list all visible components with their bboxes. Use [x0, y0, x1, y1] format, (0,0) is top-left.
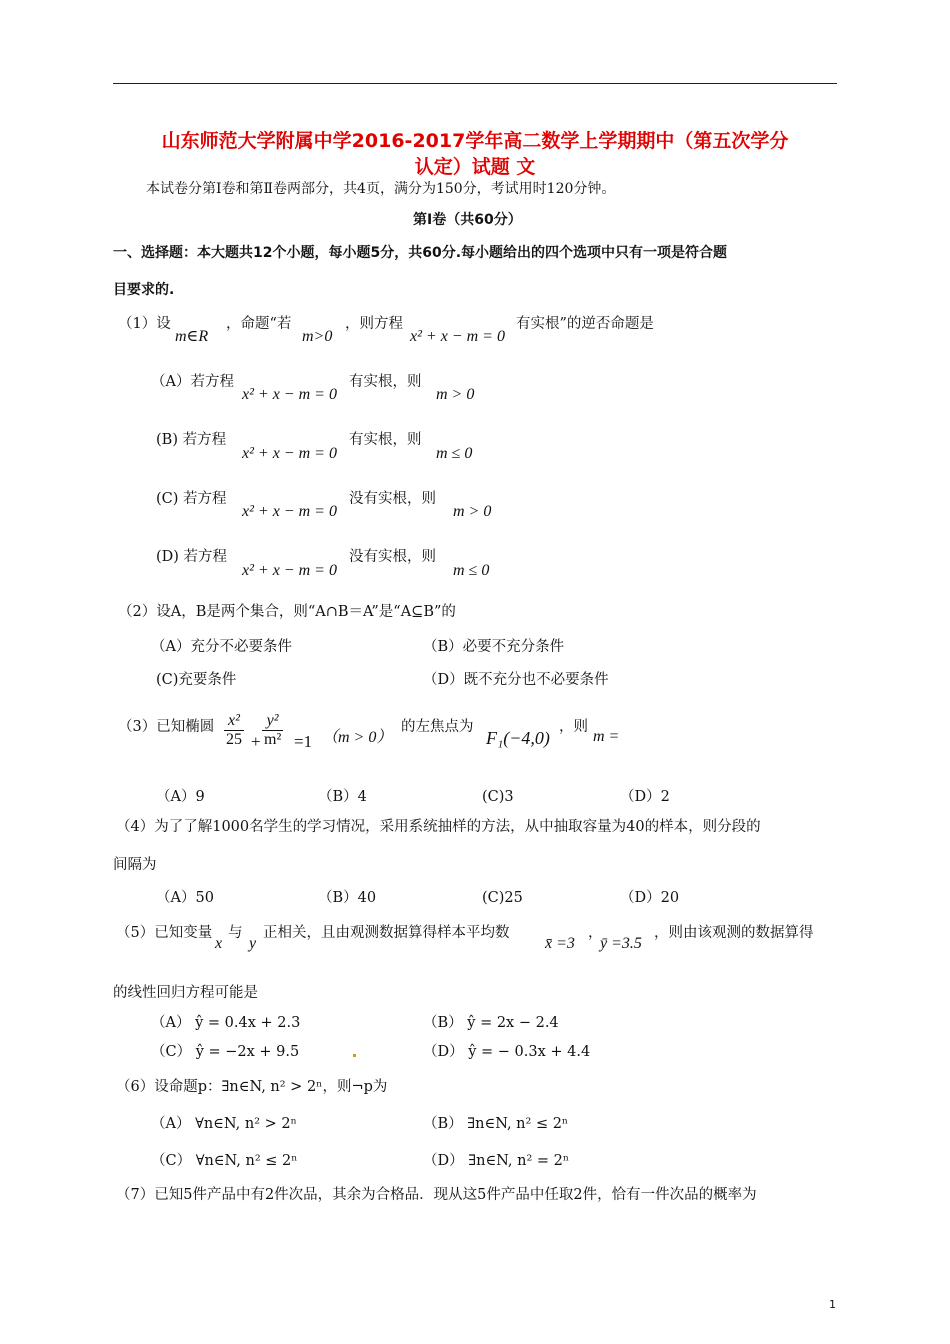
q6-option-c[interactable]: （C） ∀n∈N, n² ≤ 2ⁿ	[151, 1153, 298, 1169]
q1-option-a-label: （A）若方程	[151, 374, 234, 390]
part1-instructions-line1: 一、选择题：本大题共12个小题，每小题5分，共60分.每小题给出的四个选项中只有一项是符合题	[113, 245, 728, 261]
q5-text-a: （5）已知变量	[116, 925, 213, 941]
q4-line1: （4）为了了解1000名学生的学习情况，采用系统抽样的方法，从中抽取容量为40的样本，则分段的	[116, 819, 761, 835]
page-number: 1	[829, 1298, 836, 1311]
q3-frac1-den: 25	[226, 731, 242, 748]
q3-condition: （m > 0）	[322, 729, 393, 746]
q1-option-a-mid: 有实根，则	[349, 374, 422, 390]
q1-option-d-eq: x² + x − m = 0	[242, 562, 337, 579]
q3-fraction-x	[224, 712, 244, 749]
q1-option-b-mid: 有实根，则	[349, 432, 422, 448]
q1-equation: x² + x − m = 0	[410, 328, 505, 345]
q3-mid-text: 的左焦点为	[401, 719, 474, 735]
q4-line2: 间隔为	[113, 857, 157, 873]
q4-option-a[interactable]: （A）50	[156, 890, 214, 906]
q5-text-c: 与	[228, 925, 243, 941]
q5-line2: 的线性回归方程可能是	[113, 985, 258, 1001]
q1-option-a-eq: x² + x − m = 0	[242, 386, 337, 403]
q5-text-f: ，则由该观测的数据算得	[654, 925, 814, 941]
q2-stem: （2）设A，B是两个集合，则“A∩B＝A”是“A⊆B”的	[118, 604, 456, 620]
q3-focus: F₁(−4,0)	[486, 728, 550, 748]
exam-title-line2: 认定）试题 文	[414, 156, 536, 178]
q6-option-b[interactable]: （B） ∃n∈N, n² ≤ 2ⁿ	[423, 1116, 569, 1132]
q2-option-d[interactable]: （D）既不充分也不必要条件	[423, 672, 609, 688]
q1-option-c-mid: 没有实根，则	[349, 491, 436, 507]
q5-xbar: x̄ =3	[545, 935, 575, 952]
q1-cond2: m>0	[302, 328, 333, 345]
q3-option-a[interactable]: （A）9	[156, 789, 205, 805]
q2-option-b[interactable]: （B）必要不充分条件	[423, 639, 565, 655]
q3-frac2-den: m²	[264, 731, 282, 748]
q6-stem: （6）设命题p：∃n∈N, n² > 2ⁿ，则¬p为	[116, 1079, 388, 1095]
q1-option-d-result: m ≤ 0	[453, 562, 490, 579]
q4-option-c[interactable]: (C)25	[482, 890, 523, 906]
q3-prefix: （3）已知椭圆	[118, 719, 215, 735]
q1-option-b-eq: x² + x − m = 0	[242, 445, 337, 462]
q5-ybar: ȳ =3.5	[600, 935, 642, 952]
q5-option-c[interactable]: （C） ŷ = −2x + 9.5	[151, 1044, 300, 1060]
q6-option-a[interactable]: （A） ∀n∈N, n² > 2ⁿ	[151, 1116, 297, 1132]
q6-option-d[interactable]: （D） ∃n∈N, n² = 2ⁿ	[423, 1153, 570, 1169]
section-title: 第Ⅰ卷（共60分）	[413, 212, 522, 228]
q1-option-a-result: m > 0	[436, 386, 475, 403]
q5-option-d[interactable]: （D） ŷ = − 0.3x + 4.4	[423, 1044, 591, 1060]
q7-stem: （7）已知5件产品中有2件次品，其余为合格品．现从这5件产品中任取2件，恰有一件次品的概率为	[116, 1187, 757, 1203]
q3-eq1: =1	[294, 732, 313, 751]
exam-title-line1: 山东师范大学附属中学2016-2017学年高二数学上学期期中（第五次学分	[161, 130, 789, 152]
q5-option-a[interactable]: （A） ŷ = 0.4x + 2.3	[151, 1015, 301, 1031]
q2-option-c[interactable]: (C)充要条件	[156, 672, 237, 688]
q1-cond1: m∈R	[175, 328, 209, 345]
q1-text3: ，则方程	[345, 316, 403, 332]
q1-option-b-label: (B) 若方程	[156, 432, 227, 448]
q1-option-d-mid: 没有实根，则	[349, 549, 436, 565]
q1-option-c-label: (C) 若方程	[156, 491, 227, 507]
q1-text4: 有实根”的逆否命题是	[516, 316, 654, 332]
q1-option-c-result: m > 0	[453, 503, 492, 520]
q3-fraction-y	[262, 712, 283, 749]
q3-frac2-num: y²	[262, 712, 283, 731]
header-rule	[113, 83, 837, 84]
q3-option-b[interactable]: （B）4	[318, 789, 367, 805]
stray-mark	[353, 1054, 356, 1057]
exam-intro: 本试卷分第Ⅰ卷和第Ⅱ卷两部分，共4页，满分为150分，考试用时120分钟。	[146, 181, 616, 197]
q1-text2: ，命题“若	[226, 316, 292, 332]
q3-plus: +	[251, 732, 261, 751]
q5-option-b[interactable]: （B） ŷ = 2x − 2.4	[423, 1015, 559, 1031]
q3-ask: m =	[593, 728, 620, 745]
q2-option-a[interactable]: （A）充分不必要条件	[151, 639, 292, 655]
q5-text-e: 正相关，且由观测数据算得样本平均数	[263, 925, 510, 941]
q1-option-c-eq: x² + x − m = 0	[242, 503, 337, 520]
q4-option-d[interactable]: （D）20	[620, 890, 680, 906]
q3-option-d[interactable]: （D）2	[620, 789, 670, 805]
q5-var-x: x	[215, 935, 223, 952]
q3-frac1-num: x²	[224, 712, 244, 731]
q5-sep: ，	[588, 925, 603, 941]
q1-prefix: （1）设	[118, 316, 171, 332]
part1-instructions-line2: 目要求的.	[113, 282, 175, 298]
q3-tail: ，则	[559, 719, 588, 735]
q4-option-b[interactable]: （B）40	[318, 890, 377, 906]
q5-var-y: y	[249, 935, 257, 952]
q3-option-c[interactable]: (C)3	[482, 789, 514, 805]
q1-option-b-result: m ≤ 0	[436, 445, 473, 462]
q1-option-d-label: (D) 若方程	[156, 549, 228, 565]
